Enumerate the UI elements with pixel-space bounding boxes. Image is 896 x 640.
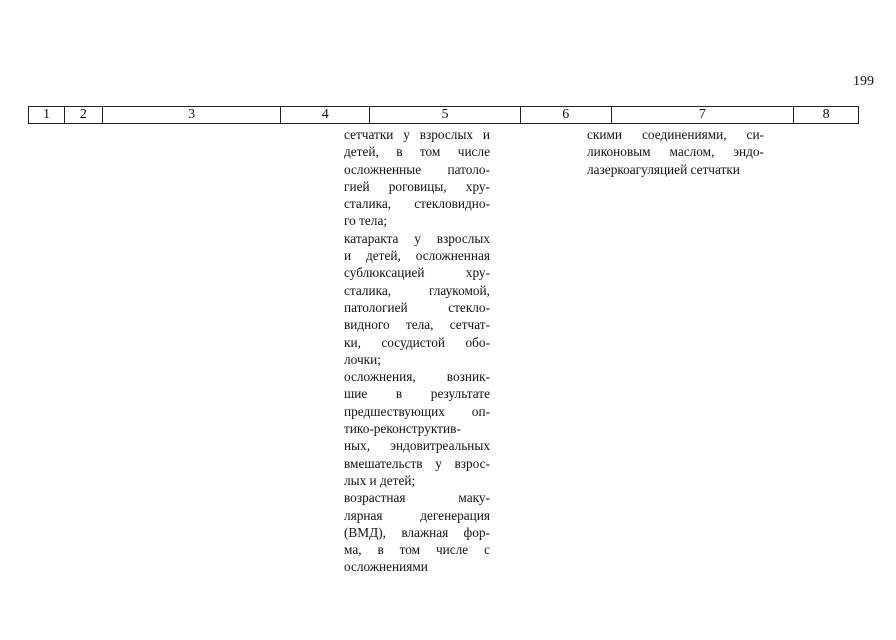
text-line: лочки; xyxy=(344,351,381,367)
text-line: и детей, осложненная xyxy=(344,248,490,264)
header-col-7: 7 xyxy=(612,107,795,123)
text-line: скими соединениями, си- xyxy=(587,127,764,142)
text-line: сталика, стекловидно- xyxy=(344,196,490,212)
text-line: гией роговицы, хру- xyxy=(344,178,490,194)
text-line: (ВМД), влажная фор- xyxy=(344,524,490,540)
text-line: детей, в том числе xyxy=(344,144,490,160)
header-col-8: 8 xyxy=(822,107,830,122)
text-line: шие в результате xyxy=(344,386,490,402)
page-number: 199 xyxy=(853,74,874,89)
text-line: сталика, глаукомой, xyxy=(344,282,490,298)
text-line: предшествующих оп- xyxy=(344,403,490,419)
text-line: вмешательств у взрос- xyxy=(344,455,490,471)
text-line: сетчатки у взрослых и xyxy=(344,127,490,142)
text-line: осложнения, возник- xyxy=(344,369,490,385)
table-header-row xyxy=(28,106,859,124)
text-line: ных, эндовитреальных xyxy=(344,438,490,454)
header-col-3: 3 xyxy=(103,107,282,123)
header-col-6: 6 xyxy=(521,107,612,123)
header-col-2: 2 xyxy=(65,107,103,123)
text-line: видного тела, сетчат- xyxy=(344,317,490,333)
header-col-4: 4 xyxy=(281,107,370,123)
text-line: патологией стекло- xyxy=(344,299,490,315)
table-body xyxy=(0,124,896,574)
text-line: лярная дегенерация xyxy=(344,507,490,523)
text-line: возрастная маку- xyxy=(344,490,490,506)
text-line: катаракта у взрослых xyxy=(344,230,490,246)
text-line: ки, сосудистой обо- xyxy=(344,334,490,350)
text-line: ликоновым маслом, эндо- xyxy=(587,144,764,160)
text-line: сублюксацией хру- xyxy=(344,265,490,281)
column-5-text xyxy=(344,126,490,576)
text-line: осложнениями xyxy=(344,559,428,575)
text-line: тико-реконструктив- xyxy=(344,421,461,437)
text-line: осложненные патоло- xyxy=(344,161,490,177)
text-line: лых и детей; xyxy=(344,472,416,488)
text-line: лазеркоагуляцией сетчатки xyxy=(587,161,740,177)
text-line: го тела; xyxy=(344,213,388,229)
column-7-text xyxy=(587,126,764,178)
header-col-1: 1 xyxy=(29,107,65,123)
header-col-5: 5 xyxy=(370,107,521,123)
text-line: ма, в том числе с xyxy=(344,542,490,558)
